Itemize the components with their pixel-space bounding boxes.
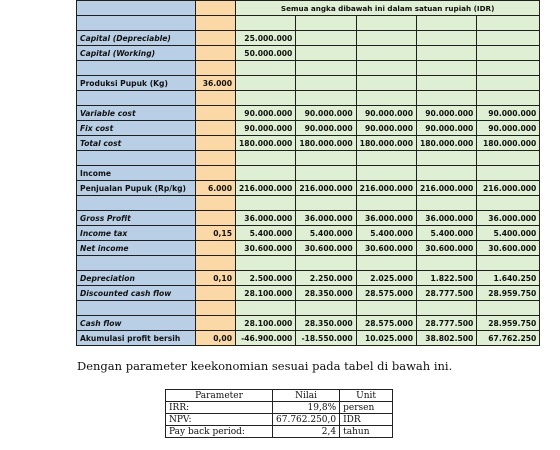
value-cell: 1.640.250 bbox=[477, 271, 540, 286]
value-cell bbox=[416, 61, 476, 76]
value-cell bbox=[477, 256, 540, 271]
row-param bbox=[196, 196, 236, 211]
parameter-row bbox=[166, 402, 393, 414]
row-param: 0,10 bbox=[196, 271, 236, 286]
spreadsheet-body bbox=[77, 1, 540, 346]
value-cell: 36.000.000 bbox=[477, 211, 540, 226]
blank-row bbox=[77, 91, 540, 106]
parameter-row bbox=[166, 414, 393, 426]
row-param bbox=[196, 136, 236, 151]
value-cell bbox=[356, 31, 416, 46]
caption-text: Dengan parameter keekonomian sesuai pada tabel di bawah ini. bbox=[77, 359, 453, 373]
row-label: Income bbox=[77, 166, 196, 181]
value-cell bbox=[356, 301, 416, 316]
parameter-unit: persen bbox=[340, 402, 393, 414]
row-label: Depreciation bbox=[77, 271, 196, 286]
value-cell bbox=[477, 151, 540, 166]
value-cell: 216.000.000 bbox=[236, 181, 296, 196]
value-cell bbox=[296, 61, 356, 76]
row-param bbox=[196, 16, 236, 31]
value-cell: 90.000.000 bbox=[416, 106, 476, 121]
value-cell bbox=[356, 256, 416, 271]
value-cell bbox=[477, 76, 540, 91]
value-cell bbox=[296, 166, 356, 181]
row-label bbox=[77, 61, 196, 76]
row-label bbox=[77, 196, 196, 211]
sheet-row bbox=[77, 136, 540, 151]
value-cell bbox=[236, 301, 296, 316]
value-cell: 5.400.000 bbox=[296, 226, 356, 241]
value-cell bbox=[356, 61, 416, 76]
value-cell bbox=[356, 76, 416, 91]
row-param bbox=[196, 211, 236, 226]
parameter-table-header bbox=[166, 390, 393, 402]
row-label bbox=[77, 16, 196, 31]
value-cell: 180.000.000 bbox=[416, 136, 476, 151]
row-param bbox=[196, 301, 236, 316]
row-param: 36.000 bbox=[196, 76, 236, 91]
value-cell: 28.959.750 bbox=[477, 286, 540, 301]
row-param bbox=[196, 151, 236, 166]
value-cell bbox=[477, 46, 540, 61]
value-cell bbox=[236, 61, 296, 76]
value-cell bbox=[477, 31, 540, 46]
value-cell: 216.000.000 bbox=[296, 181, 356, 196]
value-cell: 90.000.000 bbox=[477, 121, 540, 136]
sheet-row bbox=[77, 211, 540, 226]
value-cell: 180.000.000 bbox=[356, 136, 416, 151]
value-cell bbox=[236, 256, 296, 271]
header-param-cell bbox=[196, 1, 236, 16]
value-cell: 28.100.000 bbox=[236, 286, 296, 301]
value-cell: 90.000.000 bbox=[416, 121, 476, 136]
sheet-row bbox=[77, 31, 540, 46]
sheet-row bbox=[77, 271, 540, 286]
value-cell bbox=[416, 91, 476, 106]
value-cell bbox=[236, 16, 296, 31]
row-label: Total cost bbox=[77, 136, 196, 151]
value-cell: 1.822.500 bbox=[416, 271, 476, 286]
value-cell bbox=[477, 196, 540, 211]
value-cell bbox=[236, 196, 296, 211]
value-cell bbox=[356, 16, 416, 31]
blank-row bbox=[77, 196, 540, 211]
value-cell bbox=[416, 16, 476, 31]
row-label bbox=[77, 256, 196, 271]
value-cell bbox=[236, 166, 296, 181]
parameter-unit: tahun bbox=[340, 426, 393, 438]
value-cell: 30.600.000 bbox=[296, 241, 356, 256]
value-cell: 67.762.250 bbox=[477, 331, 540, 346]
header-label-cell bbox=[77, 1, 196, 16]
value-cell bbox=[416, 76, 476, 91]
row-label bbox=[77, 151, 196, 166]
parameter-name: Pay back period: bbox=[166, 426, 273, 438]
row-param bbox=[196, 106, 236, 121]
row-param: 6.000 bbox=[196, 181, 236, 196]
sheet-header-row bbox=[77, 1, 540, 16]
cashflow-spreadsheet bbox=[76, 0, 540, 346]
row-label: Gross Profit bbox=[77, 211, 196, 226]
row-label: Fix cost bbox=[77, 121, 196, 136]
row-label: Akumulasi profit bersih bbox=[77, 331, 196, 346]
value-cell bbox=[356, 46, 416, 61]
value-cell bbox=[477, 61, 540, 76]
value-cell bbox=[416, 31, 476, 46]
value-cell bbox=[477, 91, 540, 106]
row-param bbox=[196, 121, 236, 136]
value-cell: 216.000.000 bbox=[416, 181, 476, 196]
parameter-value: 19,8% bbox=[273, 402, 340, 414]
value-cell: 2.500.000 bbox=[236, 271, 296, 286]
row-param: 0,15 bbox=[196, 226, 236, 241]
value-cell: -46.900.000 bbox=[236, 331, 296, 346]
row-param bbox=[196, 286, 236, 301]
row-label bbox=[77, 91, 196, 106]
row-param bbox=[196, 91, 236, 106]
value-cell bbox=[236, 76, 296, 91]
row-label: Capital (Depreciable) bbox=[77, 31, 196, 46]
blank-row bbox=[77, 16, 540, 31]
blank-row bbox=[77, 256, 540, 271]
value-cell bbox=[477, 16, 540, 31]
value-cell: 28.959.750 bbox=[477, 316, 540, 331]
value-cell bbox=[416, 151, 476, 166]
value-cell: 90.000.000 bbox=[236, 121, 296, 136]
row-label: Variable cost bbox=[77, 106, 196, 121]
parameter-table bbox=[165, 389, 393, 438]
value-cell bbox=[416, 46, 476, 61]
value-cell: 2.250.000 bbox=[296, 271, 356, 286]
value-cell: 28.777.500 bbox=[416, 316, 476, 331]
value-cell: 90.000.000 bbox=[356, 121, 416, 136]
value-cell bbox=[356, 151, 416, 166]
row-label: Discounted cash flow bbox=[77, 286, 196, 301]
header-unit: Unit bbox=[340, 390, 393, 402]
sheet-row bbox=[77, 46, 540, 61]
value-cell: 30.600.000 bbox=[416, 241, 476, 256]
blank-row bbox=[77, 301, 540, 316]
parameter-row bbox=[166, 426, 393, 438]
value-cell: 30.600.000 bbox=[477, 241, 540, 256]
row-label: Penjualan Pupuk (Rp/kg) bbox=[77, 181, 196, 196]
value-cell bbox=[236, 91, 296, 106]
value-cell bbox=[296, 16, 356, 31]
blank-row bbox=[77, 61, 540, 76]
value-cell: 36.000.000 bbox=[236, 211, 296, 226]
value-cell: 5.400.000 bbox=[356, 226, 416, 241]
value-cell bbox=[416, 166, 476, 181]
sheet-row bbox=[77, 241, 540, 256]
parameter-name: IRR: bbox=[166, 402, 273, 414]
sheet-row bbox=[77, 226, 540, 241]
value-cell: -18.550.000 bbox=[296, 331, 356, 346]
header-value: Nilai bbox=[273, 390, 340, 402]
value-cell: 25.000.000 bbox=[236, 31, 296, 46]
value-cell: 10.025.000 bbox=[356, 331, 416, 346]
value-cell: 28.100.000 bbox=[236, 316, 296, 331]
value-cell bbox=[356, 91, 416, 106]
value-cell bbox=[477, 166, 540, 181]
row-param bbox=[196, 61, 236, 76]
sheet-row bbox=[77, 286, 540, 301]
value-cell: 38.802.500 bbox=[416, 331, 476, 346]
value-cell: 36.000.000 bbox=[296, 211, 356, 226]
parameter-value: 2,4 bbox=[273, 426, 340, 438]
sheet-row bbox=[77, 121, 540, 136]
row-label: Net income bbox=[77, 241, 196, 256]
sheet-row bbox=[77, 76, 540, 91]
row-param bbox=[196, 241, 236, 256]
value-cell: 50.000.000 bbox=[236, 46, 296, 61]
value-cell: 5.400.000 bbox=[416, 226, 476, 241]
row-label: Produksi Pupuk (Kg) bbox=[77, 76, 196, 91]
value-cell: 28.350.000 bbox=[296, 316, 356, 331]
value-cell bbox=[416, 301, 476, 316]
value-cell bbox=[296, 76, 356, 91]
row-label: Cash flow bbox=[77, 316, 196, 331]
row-param bbox=[196, 46, 236, 61]
sheet-row bbox=[77, 331, 540, 346]
value-cell: 90.000.000 bbox=[477, 106, 540, 121]
value-cell: 5.400.000 bbox=[477, 226, 540, 241]
value-cell bbox=[416, 256, 476, 271]
row-param: 0,00 bbox=[196, 331, 236, 346]
value-cell: 28.777.500 bbox=[416, 286, 476, 301]
value-cell: 30.600.000 bbox=[236, 241, 296, 256]
parameter-name: NPV: bbox=[166, 414, 273, 426]
value-cell bbox=[296, 196, 356, 211]
value-cell: 90.000.000 bbox=[296, 106, 356, 121]
value-cell: 36.000.000 bbox=[416, 211, 476, 226]
value-cell: 28.575.000 bbox=[356, 316, 416, 331]
value-cell: 90.000.000 bbox=[236, 106, 296, 121]
value-cell bbox=[236, 151, 296, 166]
row-param bbox=[196, 256, 236, 271]
value-cell bbox=[296, 301, 356, 316]
value-cell bbox=[416, 196, 476, 211]
value-cell bbox=[296, 46, 356, 61]
row-label: Income tax bbox=[77, 226, 196, 241]
value-cell: 180.000.000 bbox=[236, 136, 296, 151]
value-cell bbox=[477, 301, 540, 316]
sheet-row bbox=[77, 181, 540, 196]
value-cell: 90.000.000 bbox=[356, 106, 416, 121]
value-cell: 5.400.000 bbox=[236, 226, 296, 241]
value-cell: 36.000.000 bbox=[356, 211, 416, 226]
parameter-value: 67.762.250,0 bbox=[273, 414, 340, 426]
parameter-unit: IDR bbox=[340, 414, 393, 426]
value-cell: 30.600.000 bbox=[356, 241, 416, 256]
sheet-row bbox=[77, 316, 540, 331]
blank-row bbox=[77, 151, 540, 166]
value-cell bbox=[296, 256, 356, 271]
currency-note: Semua angka dibawah ini dalam satuan rupiah (IDR) bbox=[236, 1, 540, 16]
value-cell bbox=[296, 91, 356, 106]
value-cell: 2.025.000 bbox=[356, 271, 416, 286]
sheet-row bbox=[77, 106, 540, 121]
row-label bbox=[77, 301, 196, 316]
row-param bbox=[196, 166, 236, 181]
value-cell: 90.000.000 bbox=[296, 121, 356, 136]
value-cell bbox=[296, 151, 356, 166]
value-cell: 216.000.000 bbox=[477, 181, 540, 196]
value-cell bbox=[296, 31, 356, 46]
row-param bbox=[196, 316, 236, 331]
header-parameter: Parameter bbox=[166, 390, 273, 402]
value-cell bbox=[356, 166, 416, 181]
value-cell: 28.575.000 bbox=[356, 286, 416, 301]
value-cell: 180.000.000 bbox=[296, 136, 356, 151]
value-cell: 28.350.000 bbox=[296, 286, 356, 301]
row-label: Capital (Working) bbox=[77, 46, 196, 61]
value-cell: 180.000.000 bbox=[477, 136, 540, 151]
sheet-row bbox=[77, 166, 540, 181]
row-param bbox=[196, 31, 236, 46]
value-cell bbox=[356, 196, 416, 211]
value-cell: 216.000.000 bbox=[356, 181, 416, 196]
